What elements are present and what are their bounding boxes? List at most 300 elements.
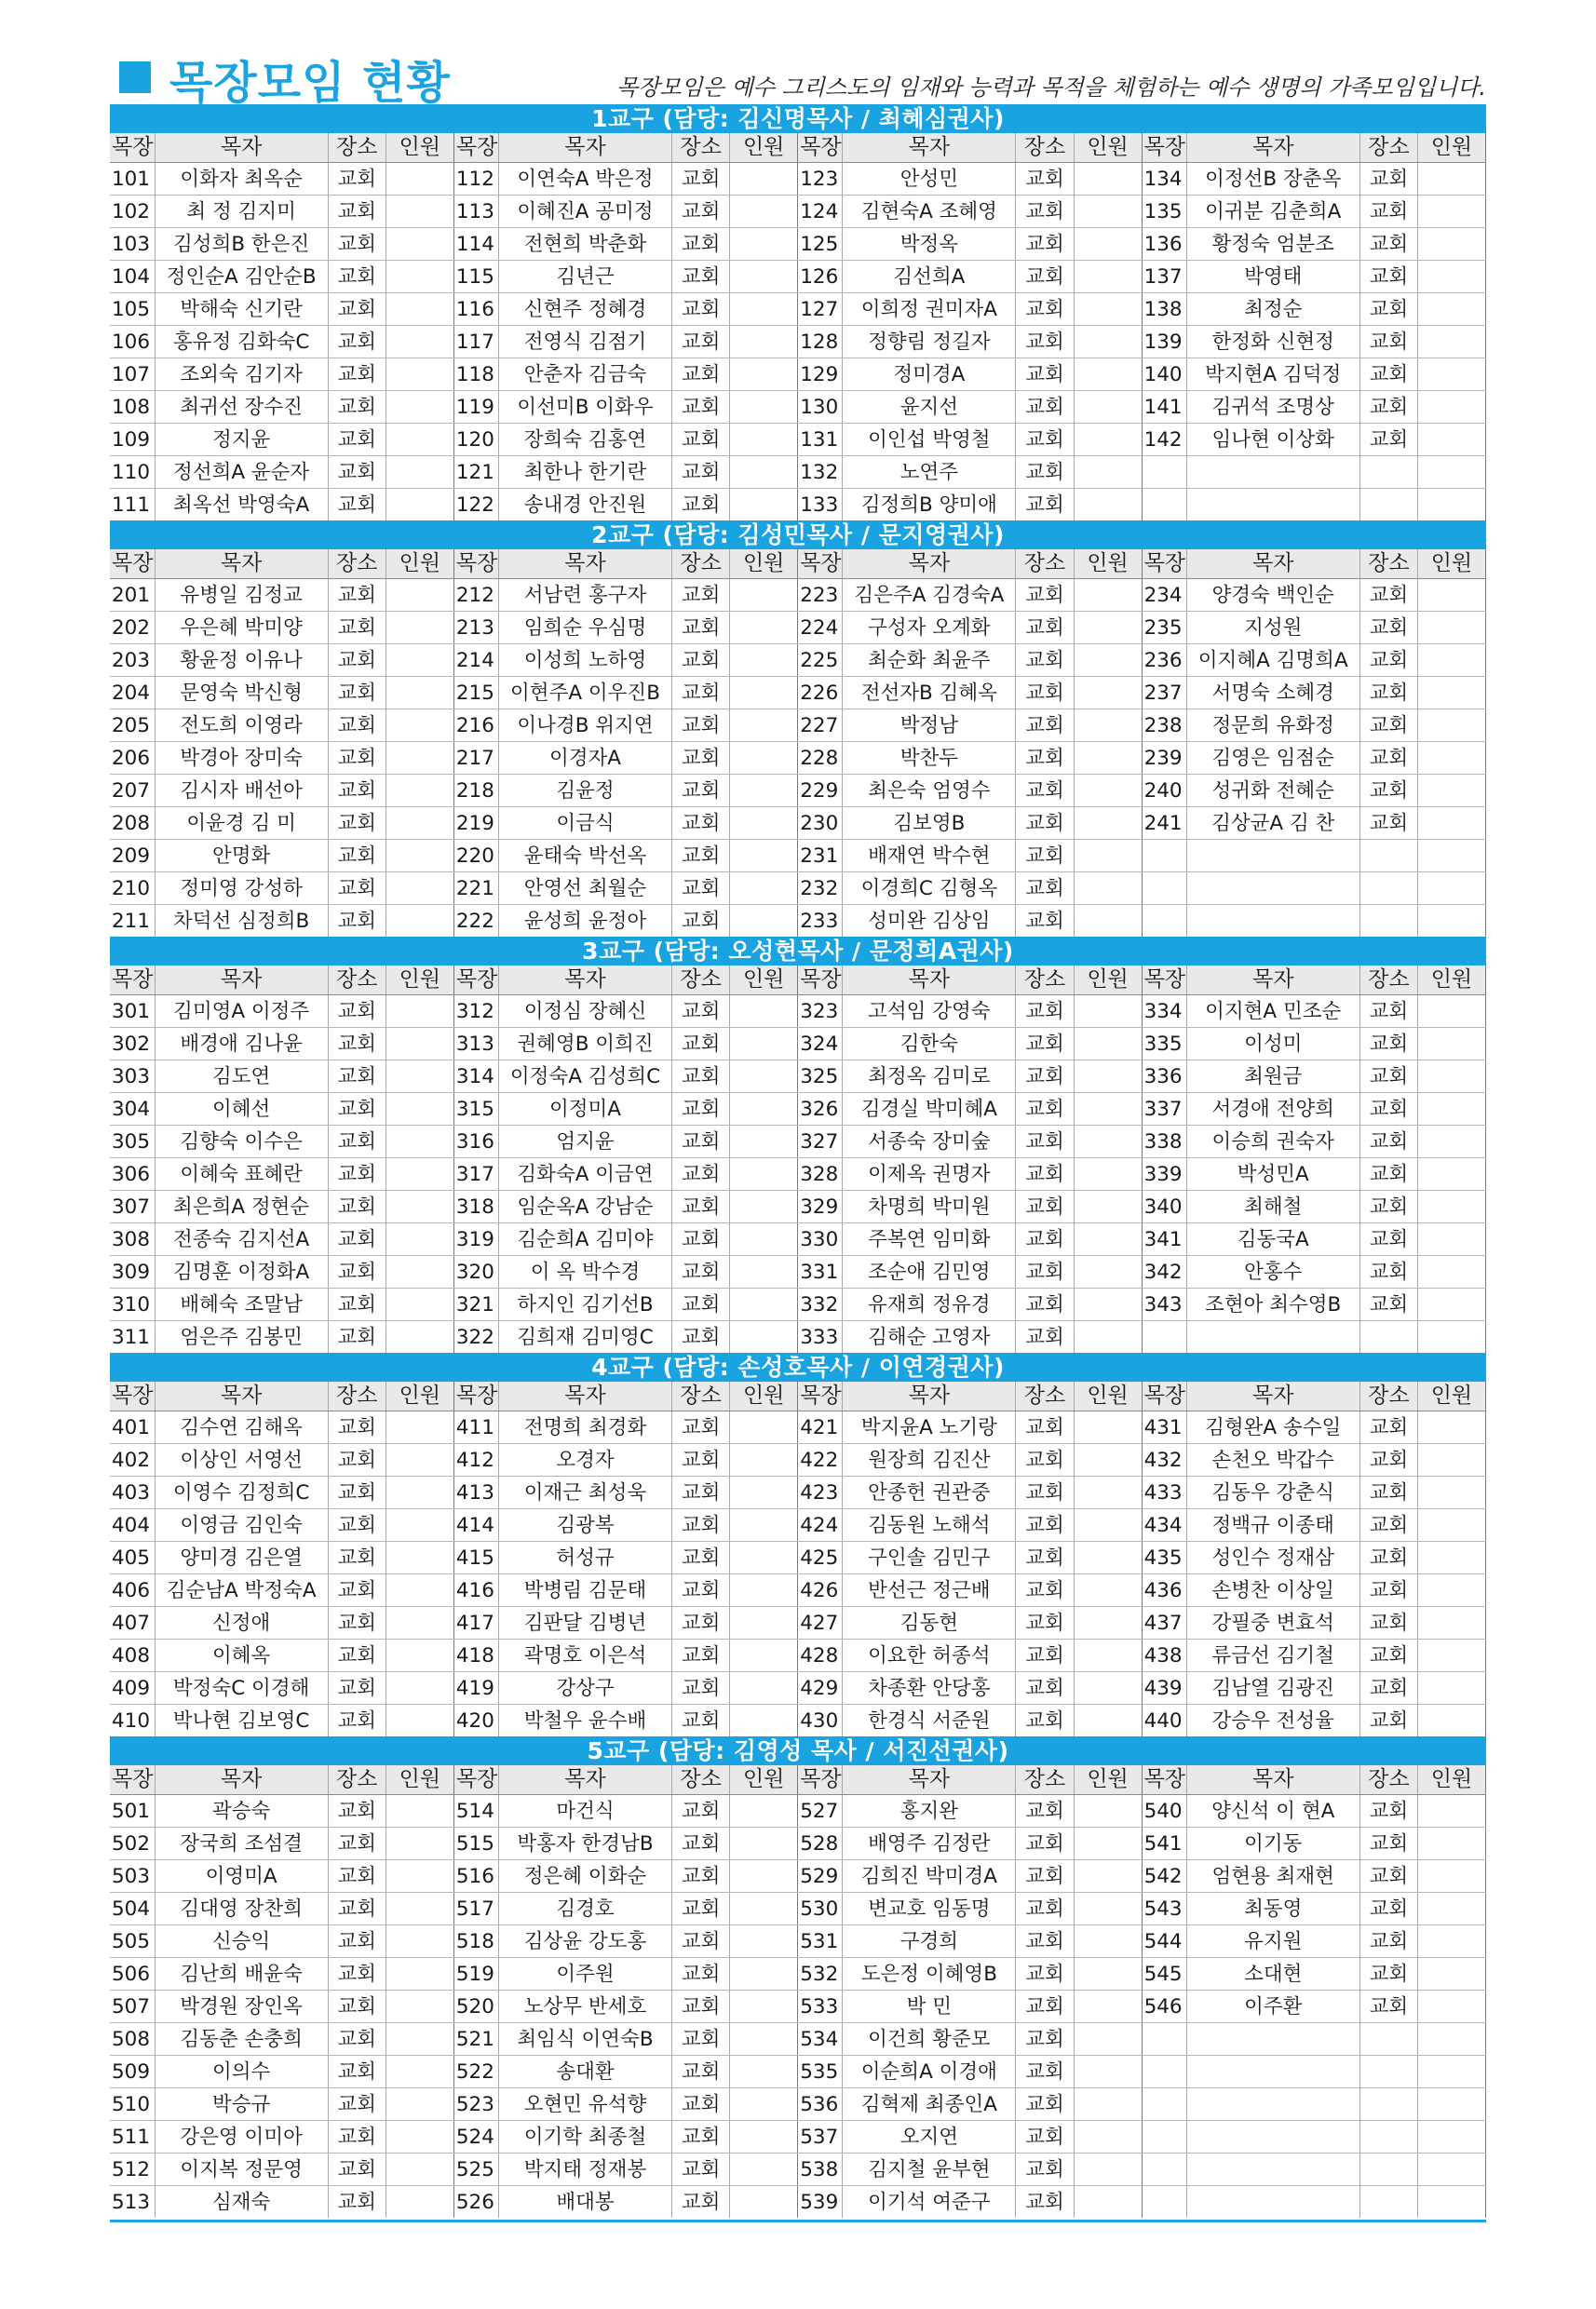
table-row [110,1795,1486,1828]
mokjang-number: 423 [798,1477,843,1509]
mokjang-number: 121 [453,456,498,489]
member-count [730,1223,798,1256]
mokja-name: 차덕선 심정희B [155,905,328,938]
meeting-place: 교회 [672,1093,730,1126]
column-header: 목자 [498,1382,671,1411]
mokja-name: 배혜숙 조말남 [155,1289,328,1321]
member-count [1417,1093,1485,1126]
meeting-place: 교회 [1016,1158,1074,1191]
mokjang-number: 336 [1142,1060,1186,1093]
mokjang-number: 428 [798,1640,843,1672]
column-header: 장소 [1016,1382,1074,1411]
district-table [110,133,1486,520]
mokjang-number [1142,1321,1186,1354]
page-subtitle: 목장모임은 예수 그리스도의 임재와 능력과 목적을 체험하는 예수 생명의 가족모임입니다. [615,74,1486,101]
member-count [730,1509,798,1542]
mokjang-number: 102 [110,196,155,228]
mokja-name: 김화숙A 이금연 [498,1158,671,1191]
member-count [1417,905,1485,938]
mokjang-number: 120 [453,424,498,456]
meeting-place: 교회 [1359,1158,1417,1191]
mokja-name: 이혜선 [155,1093,328,1126]
member-count [730,742,798,775]
mokja-name [1186,2056,1359,2088]
mokjang-number: 408 [110,1640,155,1672]
member-count [730,2154,798,2186]
meeting-place: 교회 [328,196,385,228]
meeting-place: 교회 [328,840,385,872]
districts-container [110,104,1486,2218]
member-count [385,1444,453,1477]
table-row [110,1509,1486,1542]
member-count [1074,1093,1142,1126]
meeting-place: 교회 [328,709,385,742]
mokja-name: 성인수 정재삼 [1186,1542,1359,1574]
mokjang-number: 517 [453,1893,498,1925]
member-count [1074,2088,1142,2121]
column-header: 목장 [453,1382,498,1411]
mokja-name: 이현주A 이우진B [498,677,671,709]
mokja-name: 정미영 강성하 [155,872,328,905]
mokja-name: 이정선B 장춘옥 [1186,163,1359,196]
mokjang-number: 218 [453,775,498,807]
mokja-name: 박경원 장인옥 [155,1991,328,2023]
mokja-name: 이성희 노하영 [498,644,671,677]
mokjang-number: 432 [1142,1444,1186,1477]
meeting-place: 교회 [1359,995,1417,1028]
meeting-place: 교회 [1359,1705,1417,1737]
mokjang-number [1142,2023,1186,2056]
meeting-place: 교회 [1016,872,1074,905]
column-header: 목장 [1142,965,1186,995]
column-header: 인원 [1074,549,1142,579]
district-section [110,1353,1486,1736]
meeting-place: 교회 [1016,677,1074,709]
mokja-name: 박홍자 한경남B [498,1828,671,1860]
meeting-place: 교회 [672,1477,730,1509]
column-header: 목장 [798,133,843,163]
meeting-place: 교회 [1016,1060,1074,1093]
mokja-name: 김난희 배윤숙 [155,1958,328,1991]
mokja-name: 김판달 김병년 [498,1607,671,1640]
mokjang-number: 216 [453,709,498,742]
mokjang-number: 332 [798,1289,843,1321]
mokjang-number: 519 [453,1958,498,1991]
meeting-place: 교회 [672,2154,730,2186]
mokja-name: 김해순 고영자 [843,1321,1016,1354]
mokja-name: 엄은주 김봉민 [155,1321,328,1354]
district-section [110,520,1486,937]
member-count [1074,358,1142,391]
column-header: 장소 [672,133,730,163]
meeting-place: 교회 [672,1795,730,1828]
member-count [1417,2023,1485,2056]
mokja-name: 양경숙 백인순 [1186,579,1359,612]
member-count [730,163,798,196]
member-count [1417,1126,1485,1158]
mokjang-number: 414 [453,1509,498,1542]
mokja-name: 이정심 장혜신 [498,995,671,1028]
table-row [110,677,1486,709]
column-header: 목장 [798,1765,843,1795]
member-count [1074,456,1142,489]
mokja-name: 김선희A [843,261,1016,293]
mokjang-number: 510 [110,2088,155,2121]
meeting-place: 교회 [328,1607,385,1640]
mokja-name: 우은혜 박미양 [155,612,328,644]
column-header: 목자 [843,549,1016,579]
mokjang-number: 231 [798,840,843,872]
mokja-name: 김년근 [498,261,671,293]
mokjang-number: 516 [453,1860,498,1893]
member-count [730,1191,798,1223]
mokjang-number [1142,905,1186,938]
mokjang-number: 417 [453,1607,498,1640]
column-header: 장소 [1359,133,1417,163]
mokja-name: 임나현 이상화 [1186,424,1359,456]
column-header: 장소 [1016,965,1074,995]
meeting-place: 교회 [328,1093,385,1126]
member-count [730,358,798,391]
member-count [1417,644,1485,677]
member-count [385,1256,453,1289]
member-count [1417,612,1485,644]
mokjang-number: 542 [1142,1860,1186,1893]
mokja-name: 엄지윤 [498,1126,671,1158]
mokjang-number: 410 [110,1705,155,1737]
member-count [385,1477,453,1509]
mokjang-number: 114 [453,228,498,261]
meeting-place: 교회 [1359,1607,1417,1640]
member-count [385,1509,453,1542]
column-header: 인원 [1417,549,1485,579]
meeting-place: 교회 [1359,1893,1417,1925]
mokjang-number: 142 [1142,424,1186,456]
mokjang-number [1142,2121,1186,2154]
mokja-name [1186,840,1359,872]
mokjang-number: 136 [1142,228,1186,261]
member-count [385,872,453,905]
meeting-place: 교회 [328,579,385,612]
member-count [385,358,453,391]
mokja-name: 최정옥 김미로 [843,1060,1016,1093]
member-count [1074,775,1142,807]
mokjang-number [1142,2088,1186,2121]
member-count [1417,807,1485,840]
meeting-place: 교회 [328,1223,385,1256]
meeting-place: 교회 [1016,1542,1074,1574]
member-count [1074,1256,1142,1289]
meeting-place: 교회 [672,1509,730,1542]
mokja-name: 안성민 [843,163,1016,196]
member-count [1417,579,1485,612]
meeting-place: 교회 [1359,1991,1417,2023]
meeting-place [1359,2088,1417,2121]
table-row [110,2186,1486,2219]
table-row [110,905,1486,938]
member-count [1074,2023,1142,2056]
member-count [1417,456,1485,489]
mokja-name: 양미경 김은열 [155,1542,328,1574]
mokja-name: 이기학 최종철 [498,2121,671,2154]
meeting-place: 교회 [1016,489,1074,521]
meeting-place: 교회 [328,358,385,391]
mokja-name: 김은주A 김경숙A [843,579,1016,612]
table-row [110,1126,1486,1158]
mokjang-number: 403 [110,1477,155,1509]
table-row [110,579,1486,612]
mokjang-number: 140 [1142,358,1186,391]
member-count [1417,995,1485,1028]
mokjang-number: 439 [1142,1672,1186,1705]
mokja-name: 이혜진A 공미정 [498,196,671,228]
member-count [1074,905,1142,938]
column-header: 인원 [730,1382,798,1411]
district-section [110,937,1486,1353]
member-count [1074,612,1142,644]
member-count [730,1289,798,1321]
mokjang-number: 514 [453,1795,498,1828]
member-count [1074,196,1142,228]
mokjang-number: 118 [453,358,498,391]
column-header: 인원 [730,1765,798,1795]
member-count [1074,2121,1142,2154]
member-count [730,1477,798,1509]
meeting-place: 교회 [328,1925,385,1958]
mokjang-number: 217 [453,742,498,775]
mokja-name [1186,872,1359,905]
member-count [730,1860,798,1893]
member-count [1417,1795,1485,1828]
mokjang-number: 518 [453,1925,498,1958]
mokjang-number: 126 [798,261,843,293]
mokja-name: 도은정 이혜영B [843,1958,1016,1991]
column-header: 목자 [843,133,1016,163]
mokjang-number: 215 [453,677,498,709]
mokja-name: 김지철 윤부현 [843,2154,1016,2186]
meeting-place: 교회 [672,840,730,872]
mokja-name: 장희숙 김홍연 [498,424,671,456]
mokja-name: 이재근 최성욱 [498,1477,671,1509]
member-count [1417,489,1485,521]
mokja-name [1186,2023,1359,2056]
meeting-place: 교회 [1359,391,1417,424]
meeting-place: 교회 [1359,1860,1417,1893]
mokja-name: 김정희B 양미애 [843,489,1016,521]
mokjang-number [1142,872,1186,905]
member-count [730,1321,798,1354]
member-count [385,1958,453,1991]
meeting-place: 교회 [328,293,385,326]
mokja-name: 이 옥 박수경 [498,1256,671,1289]
mokjang-number: 425 [798,1542,843,1574]
mokjang-number: 303 [110,1060,155,1093]
meeting-place: 교회 [672,709,730,742]
member-count [385,326,453,358]
mokja-name: 김향숙 이수은 [155,1126,328,1158]
bottom-divider [110,2220,1486,2222]
page [110,48,1486,2222]
mokja-name [1186,2121,1359,2154]
mokja-name: 최귀선 장수진 [155,391,328,424]
mokja-name: 양신석 이 현A [1186,1795,1359,1828]
meeting-place: 교회 [1016,579,1074,612]
meeting-place: 교회 [328,1672,385,1705]
meeting-place: 교회 [1359,424,1417,456]
table-row [110,1158,1486,1191]
member-count [730,1958,798,1991]
member-count [1074,1828,1142,1860]
mokjang-number: 106 [110,326,155,358]
meeting-place: 교회 [1016,1444,1074,1477]
member-count [730,775,798,807]
member-count [1074,1574,1142,1607]
mokja-name: 이귀분 김춘희A [1186,196,1359,228]
mokjang-number: 526 [453,2186,498,2219]
table-row [110,807,1486,840]
district-table [110,965,1486,1353]
meeting-place: 교회 [1016,1223,1074,1256]
mokjang-number: 104 [110,261,155,293]
mokjang-number: 205 [110,709,155,742]
mokja-name: 전도희 이영라 [155,709,328,742]
meeting-place: 교회 [672,1223,730,1256]
mokjang-number: 507 [110,1991,155,2023]
column-header: 인원 [730,965,798,995]
meeting-place: 교회 [1359,326,1417,358]
meeting-place: 교회 [328,1191,385,1223]
mokja-name: 김시자 배선아 [155,775,328,807]
table-row [110,1256,1486,1289]
mokjang-number: 536 [798,2088,843,2121]
member-count [385,709,453,742]
meeting-place: 교회 [672,1321,730,1354]
member-count [1074,1158,1142,1191]
meeting-place: 교회 [328,1289,385,1321]
table-row [110,358,1486,391]
table-row [110,1893,1486,1925]
table-row [110,1477,1486,1509]
column-header: 목자 [155,1382,328,1411]
column-header: 목장 [1142,1382,1186,1411]
meeting-place: 교회 [328,2186,385,2219]
meeting-place: 교회 [1016,326,1074,358]
mokjang-number: 401 [110,1411,155,1444]
meeting-place: 교회 [1359,1958,1417,1991]
table-row [110,775,1486,807]
mokja-name: 김경실 박미혜A [843,1093,1016,1126]
mokja-name: 임순옥A 강남순 [498,1191,671,1223]
mokja-name: 안홍수 [1186,1256,1359,1289]
mokja-name: 최 정 김지미 [155,196,328,228]
mokja-name: 심재숙 [155,2186,328,2219]
column-header: 목자 [1186,549,1359,579]
meeting-place: 교회 [328,612,385,644]
mokjang-number: 223 [798,579,843,612]
mokja-name: 이승희 권숙자 [1186,1126,1359,1158]
member-count [1074,807,1142,840]
member-count [385,196,453,228]
member-count [1074,677,1142,709]
mokja-name: 최동영 [1186,1893,1359,1925]
mokja-name: 김대영 장찬희 [155,1893,328,1925]
mokjang-number: 521 [453,2023,498,2056]
mokjang-number: 321 [453,1289,498,1321]
member-count [1074,1444,1142,1477]
meeting-place: 교회 [1016,1672,1074,1705]
member-count [385,1672,453,1705]
mokja-name: 송내경 안진원 [498,489,671,521]
mokjang-number: 317 [453,1158,498,1191]
mokja-name: 김혁제 최종인A [843,2088,1016,2121]
mokja-name: 노상무 반세호 [498,1991,671,2023]
mokja-name: 최해철 [1186,1191,1359,1223]
column-header: 인원 [385,965,453,995]
member-count [385,456,453,489]
meeting-place: 교회 [672,612,730,644]
meeting-place: 교회 [672,1411,730,1444]
meeting-place [1359,2121,1417,2154]
mokjang-number: 133 [798,489,843,521]
meeting-place: 교회 [672,1705,730,1737]
table-row [110,995,1486,1028]
mokja-name: 홍지완 [843,1795,1016,1828]
member-count [1417,424,1485,456]
meeting-place: 교회 [328,1477,385,1509]
mokja-name: 김귀석 조명상 [1186,391,1359,424]
member-count [1417,1640,1485,1672]
member-count [1417,1321,1485,1354]
member-count [1417,261,1485,293]
mokjang-number: 238 [1142,709,1186,742]
table-row [110,1223,1486,1256]
mokjang-number: 316 [453,1126,498,1158]
mokja-name: 배영주 김정란 [843,1828,1016,1860]
meeting-place: 교회 [1359,1191,1417,1223]
mokja-name: 안명화 [155,840,328,872]
mokjang-number: 130 [798,391,843,424]
meeting-place [1359,456,1417,489]
column-header: 장소 [672,965,730,995]
meeting-place: 교회 [328,1444,385,1477]
member-count [1417,1509,1485,1542]
member-count [1417,1158,1485,1191]
mokja-name: 이정미A [498,1093,671,1126]
meeting-place: 교회 [328,1893,385,1925]
mokja-name: 전현희 박춘화 [498,228,671,261]
mokjang-number: 434 [1142,1509,1186,1542]
member-count [730,2023,798,2056]
member-count [385,1860,453,1893]
meeting-place: 교회 [1359,1411,1417,1444]
column-header: 목장 [798,1382,843,1411]
member-count [1417,293,1485,326]
mokjang-number: 307 [110,1191,155,1223]
meeting-place: 교회 [1359,1126,1417,1158]
member-count [1417,1607,1485,1640]
mokjang-number: 203 [110,644,155,677]
meeting-place: 교회 [328,1060,385,1093]
member-count [730,709,798,742]
column-header: 장소 [1359,1765,1417,1795]
meeting-place: 교회 [672,1860,730,1893]
meeting-place: 교회 [328,2056,385,2088]
mokjang-number: 320 [453,1256,498,1289]
mokja-name: 반선근 정근배 [843,1574,1016,1607]
column-header: 장소 [328,133,385,163]
table-row [110,1574,1486,1607]
member-count [385,293,453,326]
